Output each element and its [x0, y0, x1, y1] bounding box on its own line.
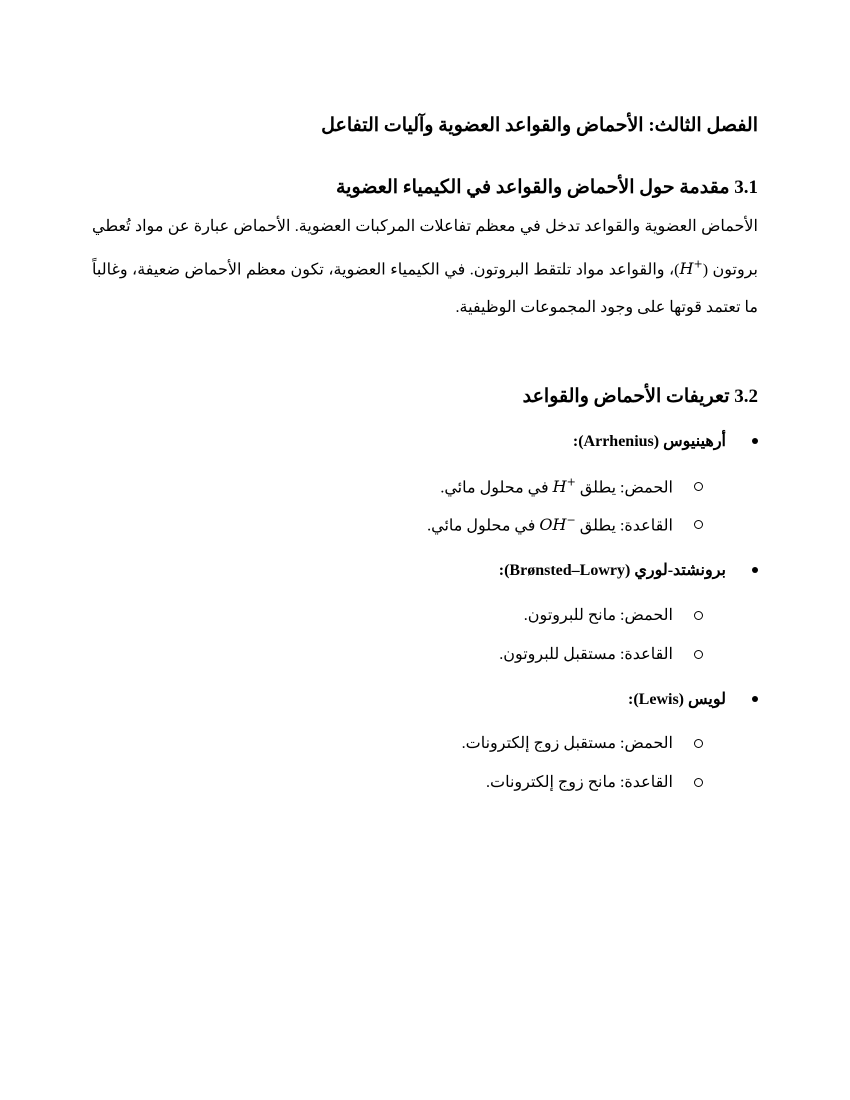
hollow-circle-bullet-icon: [694, 520, 703, 529]
bullet-dot-icon: [752, 567, 758, 573]
hollow-circle-bullet-icon: [694, 650, 703, 659]
definition-name: لويس (Lewis):: [628, 691, 726, 708]
section-3-1-number: 3.1: [734, 177, 758, 198]
paragraph-part-2: )، والقواعد مواد تلتقط البروتون. في الكيمياء العضوية، تكون معظم الأحماض ضعيفة، وغالباً ما تعتمد قوتها على وجود المجموعات الوظيفية.: [92, 261, 758, 317]
bronsted-acid: الحمض: مانح للبروتون.: [524, 605, 703, 625]
definition-lewis: [628, 689, 758, 709]
arrhenius-base: القاعدة: يطلق OH− في محلول مائي.: [427, 514, 703, 535]
chapter-title: الفصل الثالث: الأحماض والقواعد العضوية وآليات التفاعل: [321, 115, 758, 136]
oh-minus-symbol: OH−: [539, 514, 576, 535]
bullet-dot-icon: [752, 438, 758, 444]
hollow-circle-bullet-icon: [694, 611, 703, 620]
h-plus-symbol: H+: [552, 476, 576, 497]
section-3-2-title: تعريفات الأحماض والقواعد: [522, 386, 730, 407]
section-3-1-paragraph: [92, 208, 758, 327]
hollow-circle-bullet-icon: [694, 739, 703, 748]
definition-bronsted-lowry: [499, 560, 758, 580]
definition-arrhenius: [573, 431, 758, 451]
definition-name: أرهينيوس (Arrhenius):: [572, 433, 726, 450]
section-3-1-title: مقدمة حول الأحماض والقواعد في الكيمياء العضوية: [335, 177, 730, 198]
proton-symbol: H+: [679, 258, 703, 279]
lewis-acid: الحمض: مستقبل زوج إلكترونات.: [462, 733, 703, 753]
lewis-base: القاعدة: مانح زوج إلكترونات.: [486, 772, 703, 792]
bullet-dot-icon: [752, 696, 758, 702]
section-3-2-number: 3.2: [734, 386, 758, 407]
bronsted-base: القاعدة: مستقبل للبروتون.: [499, 644, 703, 664]
hollow-circle-bullet-icon: [694, 778, 703, 787]
section-3-2-heading: [523, 385, 758, 408]
arrhenius-acid: الحمض: يطلق H+ في محلول مائي.: [440, 476, 703, 497]
paragraph-part-1: الأحماض العضوية والقواعد تدخل في معظم تفاعلات المركبات العضوية. الأحماض عبارة عن مواد تُعطي بروتون (: [92, 218, 759, 279]
hollow-circle-bullet-icon: [694, 482, 703, 491]
definition-name: برونشتد-لوري (Brønsted–Lowry):: [498, 562, 726, 579]
section-3-1-heading: [336, 176, 758, 199]
